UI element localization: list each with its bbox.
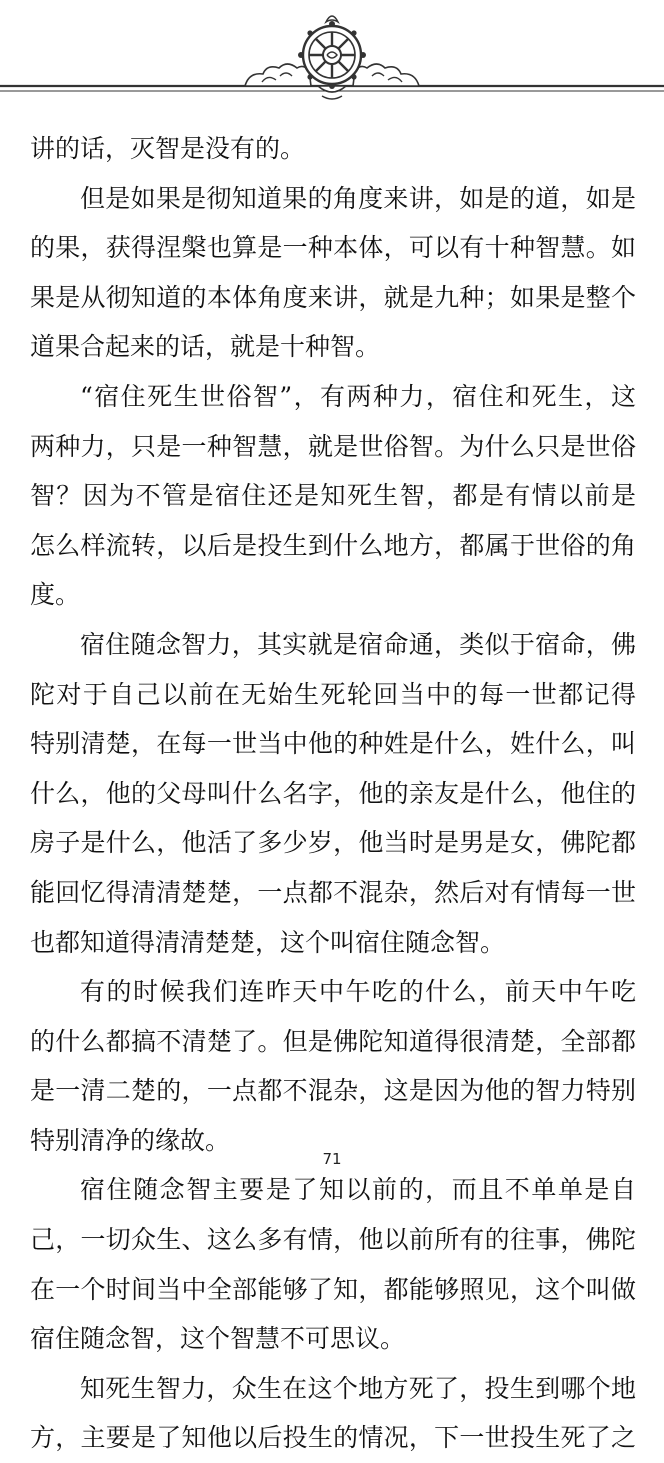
text-line: 度。 — [30, 580, 81, 610]
header-ornament — [0, 0, 664, 110]
dharma-wheel-icon — [0, 0, 664, 110]
text-line: 特别清楚，在每一世当中他的种姓是什么，姓什么，叫 — [30, 729, 636, 759]
text-line: 陀对于自己以前在无始生死轮回当中的每一世都记得 — [30, 679, 636, 709]
text-line: 是一清二楚的，一点都不混杂，这是因为他的智力特别 — [30, 1076, 636, 1106]
text-line: 也都知道得清清楚楚，这个叫宿住随念智。 — [30, 927, 506, 957]
text-line: 果是从彻知道的本体角度来讲，就是九种；如果是整个 — [30, 282, 636, 312]
text-line: 的什么都搞不清楚了。但是佛陀知道得很清楚，全部都 — [30, 1026, 636, 1056]
text-line: 宿住随念智主要是了知以前的，而且不单单是自 — [80, 1175, 636, 1205]
text-line: 两种力，只是一种智慧，就是世俗智。为什么只是世俗 — [30, 431, 636, 461]
text-line: 讲的话，灭智是没有的。 — [30, 134, 306, 163]
text-line: 什么，他的父母叫什么名字，他的亲友是什么，他住的 — [30, 778, 636, 808]
text-line: 智？因为不管是宿住还是知死生智，都是有情以前是 — [30, 481, 636, 511]
text-line: 知死生智力，众生在这个地方死了，投生到哪个地 — [80, 1373, 636, 1403]
text-line: “宿住死生世俗智”，有两种力，宿住和死生，这 — [80, 381, 636, 411]
text-line: 但是如果是彻知道果的角度来讲，如是的道，如是 — [80, 183, 636, 213]
body-text — [30, 124, 636, 1463]
text-line: 能回忆得清清楚楚，一点都不混杂，然后对有情每一世 — [30, 877, 636, 907]
text-line: 有的时候我们连昨天中午吃的什么，前天中午吃 — [80, 977, 636, 1007]
text-line: 特别清净的缘故。 — [30, 1125, 231, 1155]
text-line: 在一个时间当中全部能够了知，都能够照见，这个叫做 — [30, 1274, 636, 1304]
text-line: 道果合起来的话，就是十种智。 — [30, 332, 381, 362]
text-line: 房子是什么，他活了多少岁，他当时是男是女，佛陀都 — [30, 828, 636, 858]
text-line: 宿住随念智，这个智慧不可思议。 — [30, 1324, 406, 1354]
text-line: 方，主要是了知他以后投生的情况，下一世投生死了之 — [30, 1423, 636, 1453]
text-line: 的果，获得涅槃也算是一种本体，可以有十种智慧。如 — [30, 233, 636, 263]
page-number: 71 — [322, 1150, 342, 1168]
text-line: 怎么样流转，以后是投生到什么地方，都属于世俗的角 — [30, 530, 636, 560]
text-line: 己，一切众生、这么多有情，他以前所有的往事，佛陀 — [30, 1225, 636, 1255]
text-line: 宿住随念智力，其实就是宿命通，类似于宿命，佛 — [80, 629, 636, 659]
